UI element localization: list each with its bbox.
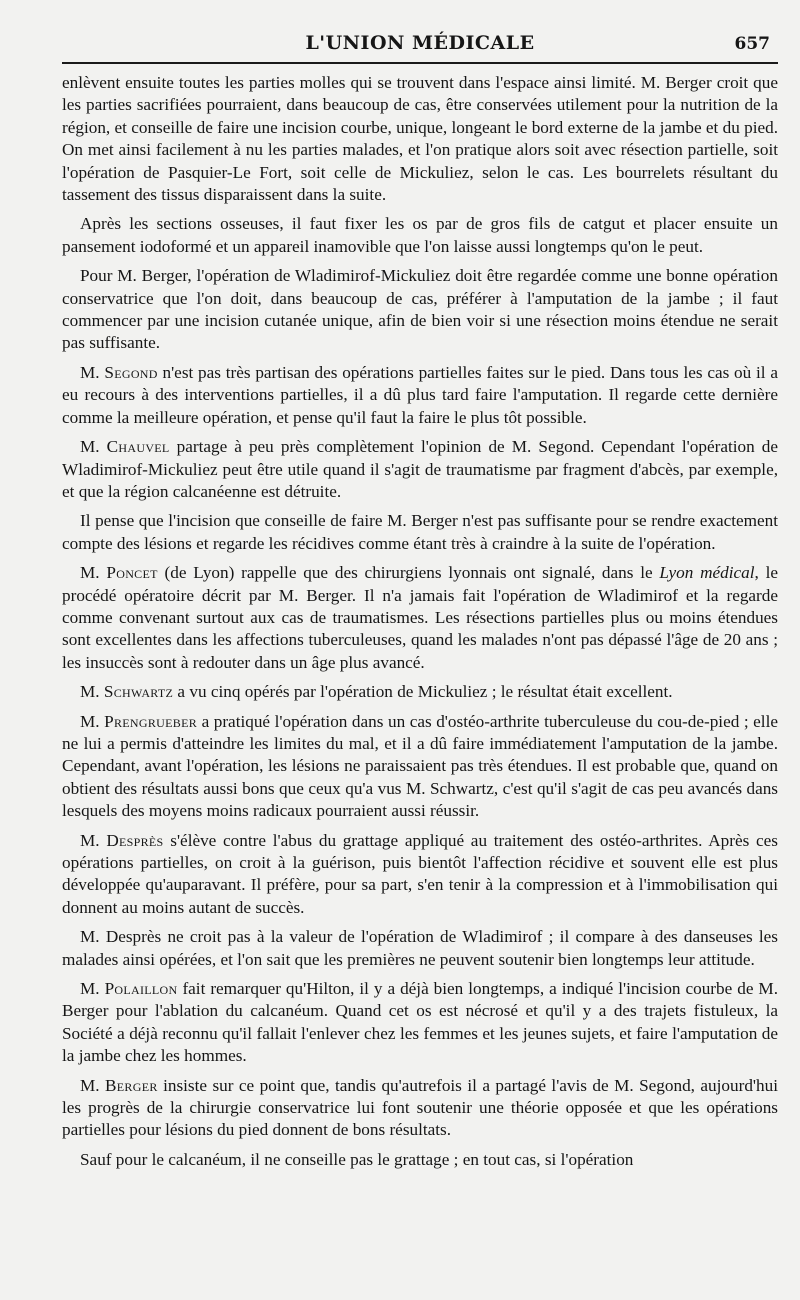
paragraph [62,436,778,503]
paragraph [62,510,778,555]
speaker-name: Poncet [106,563,158,583]
paragraph-text: M. [80,563,107,583]
paragraph [62,213,778,258]
paragraph-text: Sauf pour le calcanéum, il ne conseille pas le grattage ; en tout cas, si l'opération [80,1149,634,1169]
speaker-name: Segond [104,362,158,382]
speaker-name: Polaillon [104,979,178,999]
paragraph [62,1075,778,1142]
running-header [62,28,778,64]
paragraph-text: M. Desprès ne croit pas à la valeur de l'opération de Wladimirof ; il compare à des danseuses les malades ainsi opérées, et l'on sait que les premières ne peuvent soutenir bien longtemps leur attitude. [62,927,778,969]
paragraph-text: M. [80,979,105,999]
paragraph-text: Après les sections osseuses, il faut fixer les os par de gros fils de catgut et placer ensuite un pansement iodoformé et un appareil inamovible que l'on laisse aussi longtemps qu'on le peut. [62,214,778,256]
paragraph [62,681,778,703]
paragraph-text: insiste sur ce point que, tandis qu'autrefois il a partagé l'avis de M. Segond, aujourd'hui les progrès de la chirurgie conservatrice lui font soutenir une théorie opposée et que les opérations partielles pour lésions du pied donnent de bons résultats. [62,1075,778,1140]
paragraph-text: M. [80,711,105,731]
paragraph-text: M. [80,437,107,457]
speaker-name: Chauvel [106,437,170,457]
paragraph [62,72,778,206]
paragraph-text: a pratiqué l'opération dans un cas d'ostéo-arthrite tuberculeuse du cou-de-pied ; elle ne lui a permis d'atteindre les limites du mal, et il a dû faire immédiatement l'amputation de la jambe. Cependant, avant l'opération, les lésions ne paraissaient pas très étendues. Il est probable que, quand on obtient des résultats aussi bons que ceux qu'a vus M. Schwartz, c'est qu'il s'agit de cas peu avancés dans lesquels des moyens moins radicaux pourraient aussi réussir. [62,711,778,821]
paragraph [62,265,778,355]
paragraph-text: M. [80,362,105,382]
paragraph [62,978,778,1068]
paragraph-text: M. [80,830,107,850]
paragraph-text: fait remarquer qu'Hilton, il y a déjà bien longtemps, a indiqué l'incision courbe de M. Berger pour l'ablation du calcanéum. Quand cet os est nécrosé et qu'il y a des trajets fistuleux, la Société a déjà reconnu qu'il fallait l'enlever chez les femmes et les jeunes sujets, et faire l'amputation de la jambe chez les hommes. [62,979,778,1066]
journal-title: L'UNION MÉDICALE [305,32,535,54]
speaker-name: Berger [105,1075,158,1095]
paragraph-text: partage à peu près complètement l'opinion de M. Segond. Cependant l'opération de Wladimirof-Mickuliez peut être utile quand il s'agit de traumatisme par fragment d'abcès, par exemple, et que la région calcanéenne est détruite. [62,437,778,501]
paragraph [62,1149,778,1171]
paragraph-text: M. [80,682,104,702]
paragraph [62,562,778,674]
paragraph [62,711,778,823]
page-number: 657 [734,34,770,54]
speaker-name: Prengrueber [104,711,198,731]
paragraph [62,926,778,971]
paragraph [62,830,778,920]
paragraph-text: n'est pas très partisan des opérations partielles faites sur le pied. Dans tous les cas où il a eu recours à des interventions partielles, il a dû plus tard faire l'amputation. Il regarde cette dernière comme la meilleure opération, et pense qu'il faut la faire le plus tôt possible. [62,362,778,427]
italic-citation: Lyon médical [659,563,755,583]
paragraph-text: , le procédé opératoire décrit par M. Berger. Il n'a jamais fait l'opération de Wladimirof et la regarde comme convenant surtout aux cas de traumatismes. Les résections partielles plus ou moins étendues sont excellentes dans les affections tuberculeuses, quand les malades n'ont pas dépassé l'âge de 20 ans ; les insuccès sont à redouter dans un âge plus avancé. [62,563,778,672]
paragraph-text: s'élève contre l'abus du grattage appliqué au traitement des ostéo-arthrites. Après ces opérations partielles, on croit à la guérison, puis bientôt l'affection récidive et souvent elle est plus développée qu'auparavant. Il préfère, pour sa part, s'en tenir à la compression et à l'immobilisation qui donnent au moins autant de succès. [62,830,778,917]
paragraph [62,362,778,429]
paragraph-text: (de Lyon) rappelle que des chirurgiens lyonnais ont signalé, dans le [157,563,660,583]
paragraph-text: M. [80,1075,106,1095]
article-body [62,72,778,1171]
paragraph-text: a vu cinq opérés par l'opération de Mickuliez ; le résultat était excellent. [173,682,673,702]
paragraph-text: enlèvent ensuite toutes les parties molles qui se trouvent dans l'espace ainsi limité. M. Berger croit que les parties sacrifiées pourraient, dans beaucoup de cas, être conservées utilement pour la nutrition de la région, et conseille de faire une incision courbe, unique, longeant le bord externe de la jambe et du pied. On met ainsi facilement à nu les parties malades, et l'on pratique alors soit avec résection partielle, soit l'opération de Pasquier-Le Fort, soit celle de Mickuliez, selon le cas. Les bourrelets résultant du tassement des tissus disparaissent dans la suite. [62,73,778,205]
paragraph-text: Il pense que l'incision que conseille de faire M. Berger n'est pas suffisante pour se rendre exactement compte des lésions et regarde les récidives comme étant très à craindre à la suite de l'opération. [62,511,778,553]
paragraph-text: Pour M. Berger, l'opération de Wladimirof-Mickuliez doit être regardée comme une bonne opération conservatrice que l'on doit, dans beaucoup de cas, préférer à l'amputation de la jambe ; il faut commencer par une incision cutanée unique, afin de bien voir si une résection moins étendue ne serait pas suffisante. [62,266,778,353]
speaker-name: Desprès [106,830,164,850]
speaker-name: Schwartz [103,682,174,702]
